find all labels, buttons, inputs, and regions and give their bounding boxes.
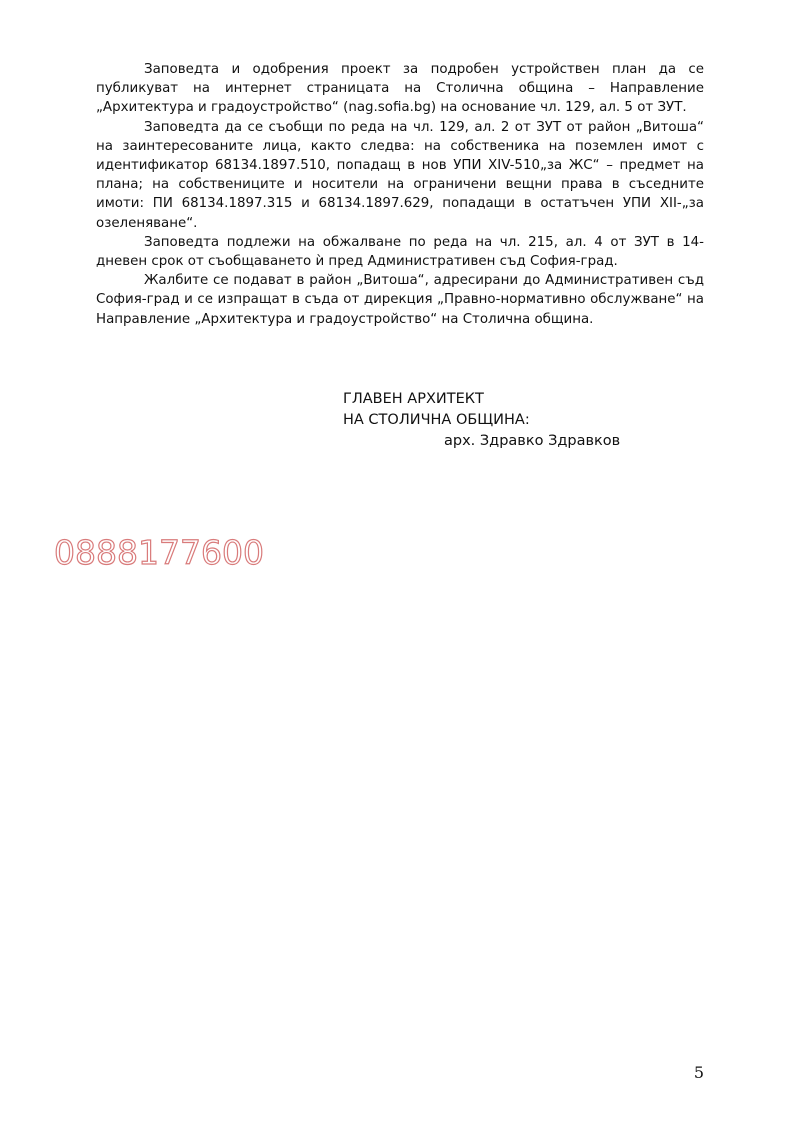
document-body — [96, 60, 704, 329]
page-number: 5 — [693, 1063, 704, 1082]
signatory-name: арх. Здравко Здравков — [444, 433, 621, 449]
paragraph-notification: Заповедта да се съобщи по реда на чл. 129, ал. 2 от ЗУТ от район „Витоша“ на заинтересованите лица, както следва: на собственика на поземлен имот с идентификатор 68134.1897.510, попадащ в нов УПИ XIV-510„за ЖС“ – предмет на плана; на собствениците и носители на ограничени вещни права в съседните имоти: ПИ 68134.1897.315 и 68134.1897.629, попадащи в остатъчен УПИ XII-„за озеленяване“. — [96, 119, 704, 231]
signature-title-line2: НА СТОЛИЧНА ОБЩИНА: — [343, 411, 530, 428]
phone-number-watermark: 0888177600 — [54, 533, 264, 572]
signature-block — [343, 389, 620, 452]
paragraph-publication: Заповедта и одобрения проект за подробен устройствен план да се публикуват на интернет страницата на Столична община – Направление „Архитектура и градоустройство“ (nag.sofia.bg) на основание чл. 129, ал. 5 от ЗУТ. — [96, 62, 704, 116]
paragraph-appeal: Заповедта подлежи на обжалване по реда на чл. 215, ал. 4 от ЗУТ в 14-дневен срок от съобщаването ѝ пред Административен съд София-град. — [96, 234, 704, 270]
paragraph-complaints: Жалбите се подават в район „Витоша“, адресирани до Административен съд София-град и се изпращат в съда от дирекция „Правно-нормативно обслужване“ на Направление „Архитектура и градоустройство“ на Столична община. — [96, 273, 704, 327]
signature-title-line1: ГЛАВЕН АРХИТЕКТ — [343, 391, 484, 407]
